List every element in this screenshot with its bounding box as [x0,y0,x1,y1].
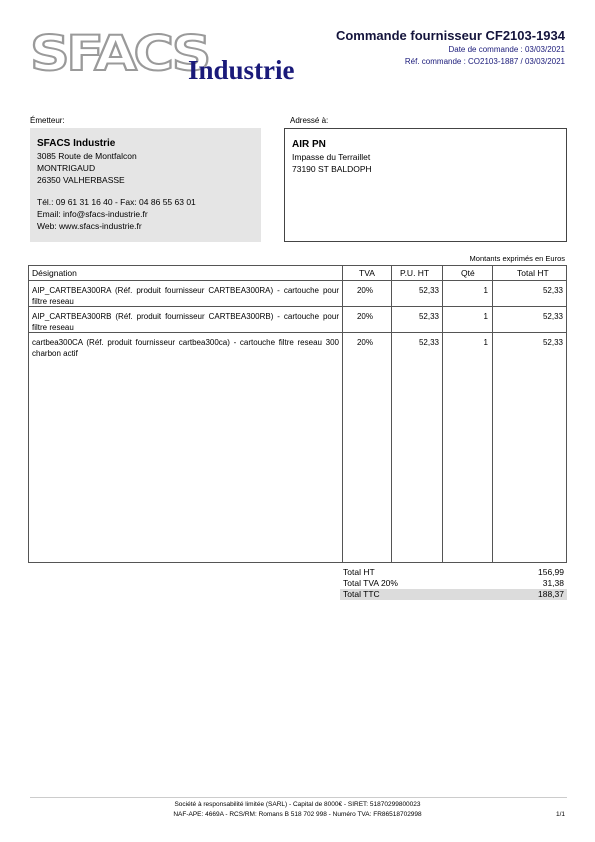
total-ttc-label: Total TTC [343,589,380,599]
recipient-address-line: 73190 ST BALDOPH [292,164,372,174]
logo-suffix: Industrie [188,55,295,85]
recipient-name: AIR PN [292,139,326,150]
cell-quantity: 1 [483,286,488,295]
recipient-address-line: Impasse du Terraillet [292,152,371,162]
total-ttc-row [340,589,567,600]
table-header [29,266,566,281]
header-designation: Désignation [32,268,77,278]
cell-unit-price: 52,33 [418,286,439,295]
total-tva-value: 31,38 [542,578,564,588]
sender-label: Émetteur: [30,116,65,125]
cell-tva: 20% [356,312,373,321]
total-ht-value: 156,99 [538,567,564,577]
header-tva: TVA [359,268,375,278]
currency-note: Montants exprimés en Euros [469,254,565,263]
document-title: Commande fournisseur CF2103-1934 [335,28,565,43]
sender-email: Email: info@sfacs-industrie.fr [37,209,148,219]
total-ht-label: Total HT [343,567,375,577]
sender-address-line: 26350 VALHERBASSE [37,175,125,185]
total-tva-row [340,578,567,589]
sender-name: SFACS Industrie [37,138,116,149]
footer-legal-line: Société à responsabilité limitée (SARL) - Capital de 8000€ - SIRET: 51870299800023 [174,801,421,808]
table-row [29,281,566,307]
header-quantity: Qté [461,268,475,278]
cell-total: 52,33 [542,312,563,321]
sender-box [30,128,261,242]
cell-quantity: 1 [483,338,488,347]
company-logo [30,26,315,92]
cell-unit-price: 52,33 [418,312,439,321]
order-reference: Réf. commande : CO2103-1887 / 03/03/2021 [404,57,565,66]
table-row [29,333,566,358]
sender-phone: Tél.: 09 61 31 16 40 - Fax: 04 86 55 63 01 [37,197,196,207]
order-lines-table [28,265,567,563]
sender-address-line: 3085 Route de Montfalcon [37,151,137,161]
table-row [29,307,566,333]
footer-legal-line: NAF-APE: 4669A - RCS/RM: Romans B 518 702 998 - Numéro TVA: FR86518702998 [173,811,422,818]
cell-designation: AIP_CARTBEA300RA (Réf. produit fournisseur CARTBEA300RA) - cartouche pour filtre reseau [32,286,339,306]
total-ht-row [340,567,567,578]
cell-total: 52,33 [542,338,563,347]
cell-quantity: 1 [483,312,488,321]
header-unit-price: P.U. HT [400,268,430,278]
cell-total: 52,33 [542,286,563,295]
order-date: Date de commande : 03/03/2021 [448,45,565,54]
logo-brand: SFACS [30,26,208,82]
sender-address-line: MONTRIGAUD [37,163,96,173]
totals-block [340,567,567,600]
recipient-box [284,128,567,242]
footer-divider [30,797,567,798]
total-ttc-value: 188,37 [538,589,564,599]
header-total: Total HT [517,268,549,278]
cell-unit-price: 52,33 [418,338,439,347]
cell-designation: cartbea300CA (Réf. produit fournisseur cartbea300ca) - cartouche filtre reseau 300 charbon actif [32,338,339,358]
recipient-label: Adressé à: [290,116,329,125]
total-tva-label: Total TVA 20% [343,578,398,588]
cell-tva: 20% [356,286,373,295]
page-number: 1/1 [555,811,565,818]
sender-web: Web: www.sfacs-industrie.fr [37,221,142,231]
cell-tva: 20% [356,338,373,347]
cell-designation: AIP_CARTBEA300RB (Réf. produit fournisseur CARTBEA300RB) - cartouche pour filtre reseau [32,312,339,332]
